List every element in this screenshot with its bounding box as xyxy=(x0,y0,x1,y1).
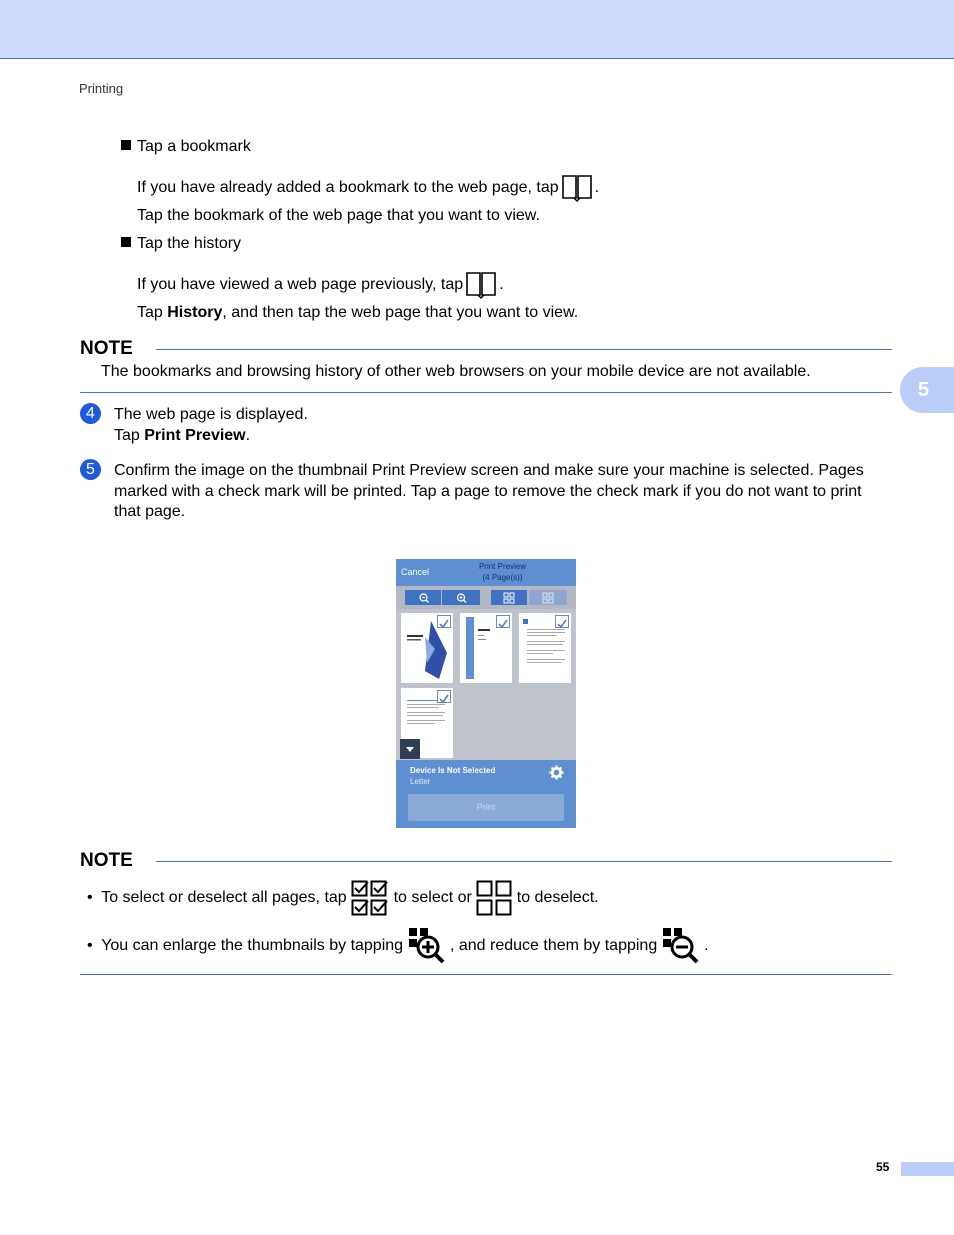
step-number: 5 xyxy=(80,459,101,480)
page-number: 55 xyxy=(876,1160,890,1174)
history-line-2: Tap History, and then tap the web page that you want to view. xyxy=(137,304,579,321)
deselect-all-button[interactable] xyxy=(529,590,567,605)
note-end-rule xyxy=(80,392,892,393)
collapse-button[interactable] xyxy=(400,739,420,759)
header-band xyxy=(0,0,954,59)
square-bullet-icon xyxy=(121,140,131,150)
grid-icon xyxy=(543,592,554,603)
note-title: NOTE xyxy=(80,338,133,359)
phone-title: Print Preview (4 Page(s)) xyxy=(478,562,527,582)
zoom-in-icon xyxy=(408,927,446,965)
bookmark-line-1: If you have already added a bookmark to the web page, tap . xyxy=(137,174,599,202)
checkmark-icon xyxy=(496,615,510,628)
chapter-tab: 5 xyxy=(900,367,954,413)
zoom-in-icon xyxy=(455,592,467,603)
zoom-out-icon xyxy=(662,927,700,965)
step-4-text: The web page is displayed. Tap Print Preview. xyxy=(114,406,308,444)
select-all-icon xyxy=(351,880,389,916)
zoom-in-button[interactable] xyxy=(442,590,480,605)
checkmark-icon xyxy=(437,615,451,628)
note-text: The bookmarks and browsing history of other web browsers on your mobile device are not available. xyxy=(101,363,811,380)
step-5-text: Confirm the image on the thumbnail Print Preview screen and make sure your machine is selected. Pages marked with a check mark will be printed. Tap a page to remove the check mark if you do not want to print that page. xyxy=(114,462,864,520)
paper-size: Letter xyxy=(410,777,431,786)
chevron-down-icon xyxy=(400,739,420,759)
checkmark-icon xyxy=(437,690,451,703)
history-heading: Tap the history xyxy=(121,234,241,254)
bookmark-line-2: Tap the bookmark of the web page that you want to view. xyxy=(137,207,540,224)
note-bullet-2: • You can enlarge the thumbnails by tapping , and reduce them by tapping . xyxy=(87,927,709,965)
deselect-all-icon xyxy=(476,880,512,916)
print-preview-screenshot xyxy=(396,559,576,828)
gear-icon[interactable] xyxy=(549,765,564,783)
section-title: Printing xyxy=(79,81,124,96)
cancel-button[interactable]: Cancel xyxy=(401,567,430,577)
page-thumbnail[interactable] xyxy=(401,613,453,683)
page-thumbnail[interactable] xyxy=(460,613,512,683)
note-title: NOTE xyxy=(80,850,133,871)
step-number: 4 xyxy=(80,403,101,424)
print-button[interactable]: Print xyxy=(408,794,564,821)
note-rule xyxy=(156,861,892,862)
zoom-out-button[interactable] xyxy=(405,590,441,605)
bookmark-heading: Tap a bookmark xyxy=(121,137,251,157)
checkmark-icon xyxy=(555,615,569,628)
page-thumbnail[interactable] xyxy=(519,613,571,683)
history-line-1: If you have viewed a web page previously, tap . xyxy=(137,271,504,299)
select-all-button[interactable] xyxy=(491,590,527,605)
bookmark-icon xyxy=(561,174,593,202)
grid-icon xyxy=(504,592,515,603)
note-rule xyxy=(156,349,892,350)
square-bullet-icon xyxy=(121,237,131,247)
page-number-bar xyxy=(901,1162,954,1176)
note-end-rule xyxy=(80,974,892,975)
device-status: Device Is Not Selected xyxy=(410,766,496,775)
bookmark-icon xyxy=(465,271,497,299)
note-bullet-1: • To select or deselect all pages, tap to select or to deselect. xyxy=(87,880,599,916)
zoom-out-icon xyxy=(417,592,429,603)
